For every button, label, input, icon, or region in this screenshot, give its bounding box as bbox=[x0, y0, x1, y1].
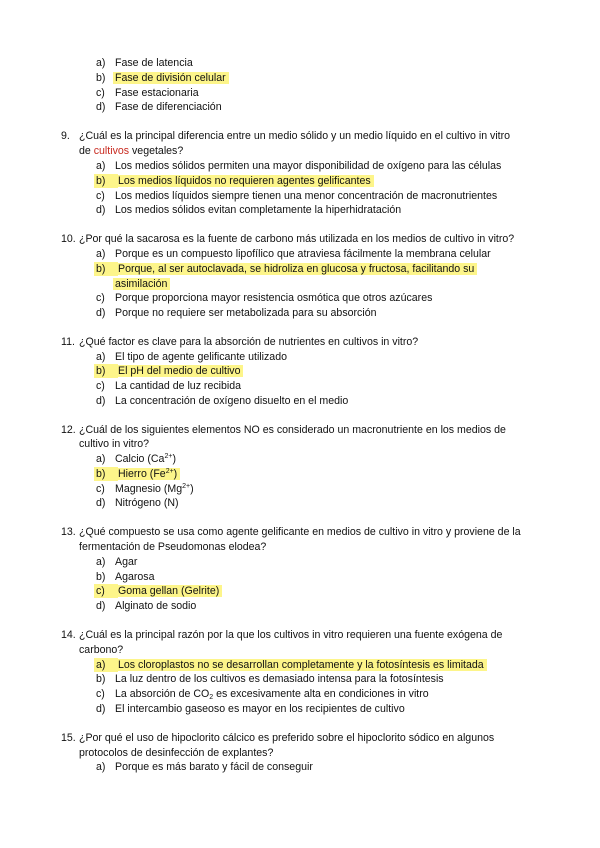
q10-option-a: a) Porque es un compuesto lipofílico que atraviesa fácilmente la membrana celular bbox=[96, 248, 491, 260]
q10-option-b-line2: asimilación bbox=[115, 277, 170, 291]
q9-option-b-highlight: Los medios líquidos no requieren agentes gelificantes bbox=[116, 175, 374, 187]
q14-question-line2: carbono? bbox=[79, 644, 124, 656]
q14-option-c: c) La absorción de $CO_2$ es excesivamente alta en condiciones in vitro bbox=[96, 688, 429, 701]
q10-question: 10. ¿Por qué la sacarosa es la fuente de carbono más utilizada en los medios de cultivo in vitro? bbox=[61, 233, 515, 245]
q13-option-c: c) Goma gellan (Gelrite) bbox=[96, 584, 222, 598]
q11-option-a: a) El tipo de agente gelificante utilizado bbox=[96, 351, 287, 363]
q8-option-b: b) Fase de división celular bbox=[96, 71, 229, 85]
q10-option-d: d) Porque no requiere ser metabolizada para su absorción bbox=[96, 307, 377, 319]
q9-option-d: d) Los medios sólidos evitan completamente la hiperhidratación bbox=[96, 204, 402, 216]
q8-option-c: c) Fase estacionaria bbox=[96, 87, 199, 99]
q9-option-b: b) Los medios líquidos no requieren agentes gelificantes bbox=[96, 174, 374, 188]
q15-question-line2: protocolos de desinfección de explantes? bbox=[79, 747, 274, 759]
q12-option-c: c) Magnesio $(Mg^{2+})$ bbox=[96, 483, 194, 495]
q9-option-c: c) Los medios líquidos siempre tienen una menor concentración de macronutrientes bbox=[96, 190, 498, 202]
q15-option-a: a) Porque es más barato y fácil de conseguir bbox=[96, 761, 313, 773]
q10-option-b: b) Porque, al ser autoclavada, se hidroliza en glucosa y fructosa, facilitando su bbox=[96, 262, 477, 276]
q11-option-b-highlight: El pH del medio de cultivo bbox=[116, 365, 243, 377]
q9-red-word: cultivos bbox=[93, 145, 130, 157]
q12-option-a: a) Calcio $(Ca^{2+})$ bbox=[96, 453, 176, 465]
q13-option-c-highlight: Goma gellan (Gelrite) bbox=[116, 585, 222, 597]
q10-option-b-highlight: Porque, al ser autoclavada, se hidroliza en glucosa y fructosa, facilitando su bbox=[116, 263, 477, 275]
q14-option-a-highlight: Los cloroplastos no se desarrollan completamente y la fotosíntesis es limitada bbox=[116, 659, 487, 671]
q12-option-d: d) Nitrógeno (N) bbox=[96, 497, 179, 509]
q14-option-d: d) El intercambio gaseoso es mayor en los recipientes de cultivo bbox=[96, 703, 405, 715]
q9-option-a: a) Los medios sólidos permiten una mayor disponibilidad de oxígeno para las células bbox=[96, 160, 502, 172]
q10-option-c: c) Porque proporciona mayor resistencia osmótica que otros azúcares bbox=[96, 292, 433, 304]
q8-option-b-highlight: Fase de división celular bbox=[113, 72, 229, 84]
q12-question-line2: cultivo in vitro? bbox=[79, 438, 150, 450]
q11-option-b: b) El pH del medio de cultivo bbox=[96, 364, 243, 378]
q8-option-a: a) Fase de latencia bbox=[96, 57, 193, 69]
q14-question: 14. ¿Cuál es la principal razón por la que los cultivos in vitro requieren una fuente exógena de bbox=[61, 629, 503, 641]
q12-option-b-highlight: Hierro $(Fe^{2+})$ bbox=[116, 468, 180, 480]
q13-option-b: b) Agarosa bbox=[96, 571, 155, 583]
q13-option-a: a) Agar bbox=[96, 556, 138, 568]
q13-option-d: d) Alginato de sodio bbox=[96, 600, 197, 612]
q8-option-d: d) Fase de diferenciación bbox=[96, 101, 222, 113]
q15-question: 15. ¿Por qué el uso de hipoclorito cálcico es preferido sobre el hipoclorito sódico en algunos bbox=[61, 732, 495, 744]
q11-option-d: d) La concentración de oxígeno disuelto en el medio bbox=[96, 395, 349, 407]
q12-option-b: b) Hierro $(Fe^{2+})$ bbox=[96, 467, 180, 481]
q11-option-c: c) La cantidad de luz recibida bbox=[96, 380, 242, 392]
q14-option-b: b) La luz dentro de los cultivos es demasiado intensa para la fotosíntesis bbox=[96, 673, 444, 685]
q9-question: 9. ¿Cuál es la principal diferencia entre un medio sólido y un medio líquido en el cultivo in vitro bbox=[61, 130, 511, 142]
q9-question-line2: de cultivos vegetales? bbox=[79, 145, 184, 157]
q14-option-a: a) Los cloroplastos no se desarrollan completamente y la fotosíntesis es limitada bbox=[96, 658, 487, 672]
q11-question: 11. ¿Qué factor es clave para la absorción de nutrientes en cultivos in vitro? bbox=[61, 336, 419, 348]
q13-question: 13. ¿Qué compuesto se usa como agente gelificante en medios de cultivo in vitro y proviene de la bbox=[61, 526, 521, 538]
q12-question: 12. ¿Cuál de los siguientes elementos NO es considerado un macronutriente en los medios de bbox=[61, 424, 506, 436]
q13-question-line2: fermentación de Pseudomonas elodea? bbox=[79, 541, 267, 553]
